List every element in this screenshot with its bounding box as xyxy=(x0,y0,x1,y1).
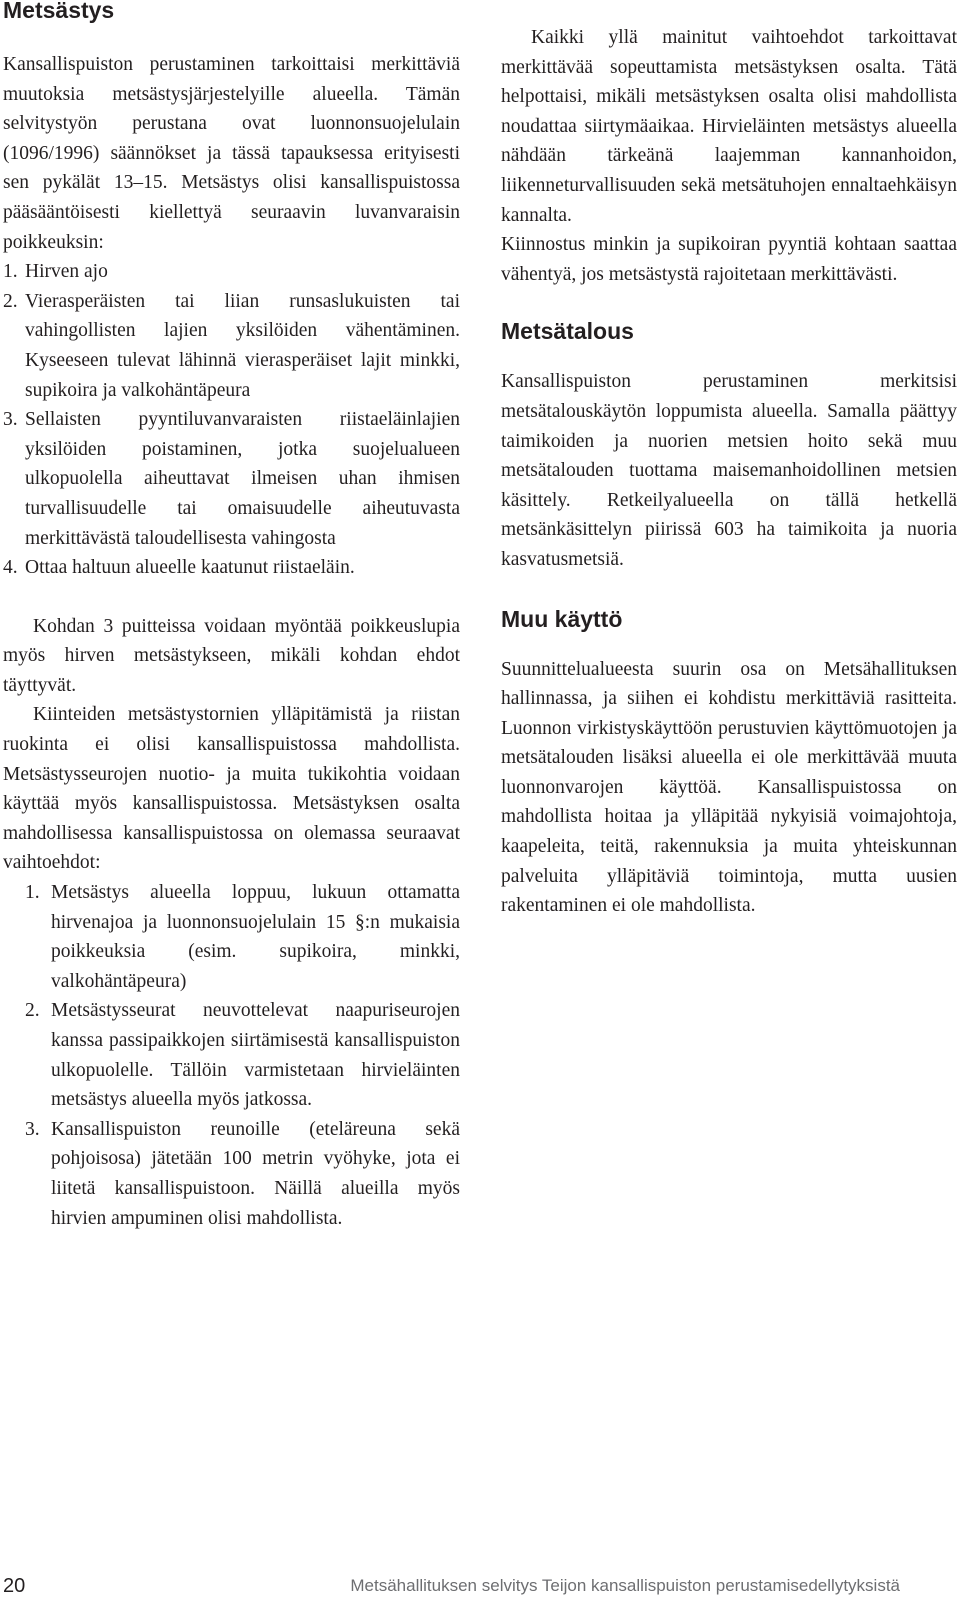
right-column xyxy=(501,23,957,921)
list-item: 2. Vierasperäisten tai liian runsaslukuisten tai vahingollisten lajien yksilöiden vähentäminen. Kyseeseen tulevat lähinnä vierasperäiset lajit minkki, supikoira ja valkohäntäpeura xyxy=(3,290,460,401)
list-item: 4. Ottaa haltuun alueelle kaatunut riistaeläin. xyxy=(3,557,355,579)
section-heading-metsatalous: Metsätalous xyxy=(501,318,634,345)
page-footer xyxy=(0,1573,960,1607)
list-item: 1. Hirven ajo xyxy=(3,261,108,283)
left-column xyxy=(3,0,460,1233)
paragraph-muu-kaytto: Suunnittelualueesta suurin osa on Metsähallituksen hallinnassa, ja siihen ei kohdistu merkittäviä rasitteita. Luonnon virkistyskäyttöön perustuvien käyttömuotojen ja metsätalouden lisäksi alueella ei ole merkittävää muuta luonnonvarojen käyttöä. Kansallispuistossa on mahdollista hoitaa ja ylläpitää nykyisiä voimajohtoja, kaapeleita, teitä, rakennuksia ja muita yhteiskunnan palveluita ylläpitäviä toimintoja, mutta uusien rakentaminen ei ole mahdollista. xyxy=(501,658,957,917)
list-item: 3. Kansallispuiston reunoille (eteläreuna sekä pohjoisosa) jätetään 100 metrin vyöhyke, jota ei liitetä kansallispuistoon. Näillä alueilla myös hirvien ampuminen olisi mahdollista. xyxy=(25,1118,460,1229)
options-list xyxy=(3,878,460,1233)
exceptions-list xyxy=(3,257,460,583)
footer-title: Metsähallituksen selvitys Teijon kansallispuiston perustamisedellytyksistä xyxy=(350,1576,900,1595)
list-item: 1. Metsästys alueella loppuu, lukuun ottamatta hirvenajoa ja luonnonsuojelulain 15 §:n mukaisia poikkeuksia (esim. supikoira, minkki, valkohäntäpeura) xyxy=(25,882,460,992)
paragraph-metsatalous: Kansallispuiston perustaminen merkitsisi metsätalouskäytön loppumista alueella. Samalla päättyy taimikoiden ja nuorien metsien hoito sekä muu metsätalouden tuottama maisemanhoidollinen metsien käsittely. Retkeilyalueella on tällä hetkellä metsänkäsittelyn piirissä 603 ha taimikoita ja nuoria kasvatusmetsiä. xyxy=(501,371,957,570)
paragraph-kohdan-3: Kohdan 3 puitteissa voidaan myöntää poikkeuslupia myös hirven metsästykseen, mikäli kohdan ehdot täyttyvät. xyxy=(3,615,460,696)
paragraph-kiinnostus: Kiinnostus minkin ja supikoiran pyyntiä kohtaan saattaa vähentyä, jos metsästystä rajoitetaan merkittävästi. xyxy=(501,234,957,285)
list-item: 2. Metsästysseurat neuvottelevat naapuriseurojen kanssa passipaikkojen siirtämisestä kansallispuiston ulkopuolelle. Tällöin varmistetaan hirvieläinten metsästys alueella myös jatkossa. xyxy=(25,1000,460,1111)
paragraph-metsastystornit: Kiinteiden metsästystornien ylläpitämistä ja riistan ruokinta ei olisi kansallispuistossa mahdollista. Metsästysseurojen nuotio- ja muita tukikohtia voidaan käyttää myös kansallispuistossa. Metsästyksen osalta mahdollisessa kansallispuistossa on olemassa seuraavat vaihtoehdot: xyxy=(3,704,460,874)
list-item: 3. Sellaisten pyyntiluvanvaraisten riistaeläinlajien yksilöiden poistaminen, jotka suojelualueen ulkopuolella aiheuttavat ilmeisen uhan ihmisen turvallisuudelle tai omaisuudelle aiheutuvasta merkittävästä taloudellisesta vahingosta xyxy=(3,409,460,549)
paragraph-vaihtoehdot: Kaikki yllä mainitut vaihtoehdot tarkoittavat merkittävää sopeuttamista metsästyksen osalta. Tätä helpottaisi, mikäli metsästyksen osalta olisi mahdollista noudattaa siirtymäaikaa. Hirvieläinten metsästys alueella nähdään tärkeänä laajemman kannanhoidon, liikenneturvallisuuden sekä metsätuhojen ennaltaehkäisyn kannalta. xyxy=(501,27,957,226)
section-heading-metsastys: Metsästys xyxy=(3,0,115,23)
section-heading-muu-kaytto: Muu käyttö xyxy=(501,605,623,632)
page-number: 20 xyxy=(3,1575,26,1597)
intro-paragraph: Kansallispuiston perustaminen tarkoittaisi merkittäviä muutoksia metsästysjärjestelyille alueella. Tämän selvitystyön perustana ovat luonnonsuojelulain (1096/1996) säännökset ja tässä tapauksessa erityisesti sen pykälät 13–15. Metsästys olisi kansallispuistossa pääsääntöisesti kiellettyä seuraavin luvanvaraisin poikkeuksin: xyxy=(3,54,460,253)
